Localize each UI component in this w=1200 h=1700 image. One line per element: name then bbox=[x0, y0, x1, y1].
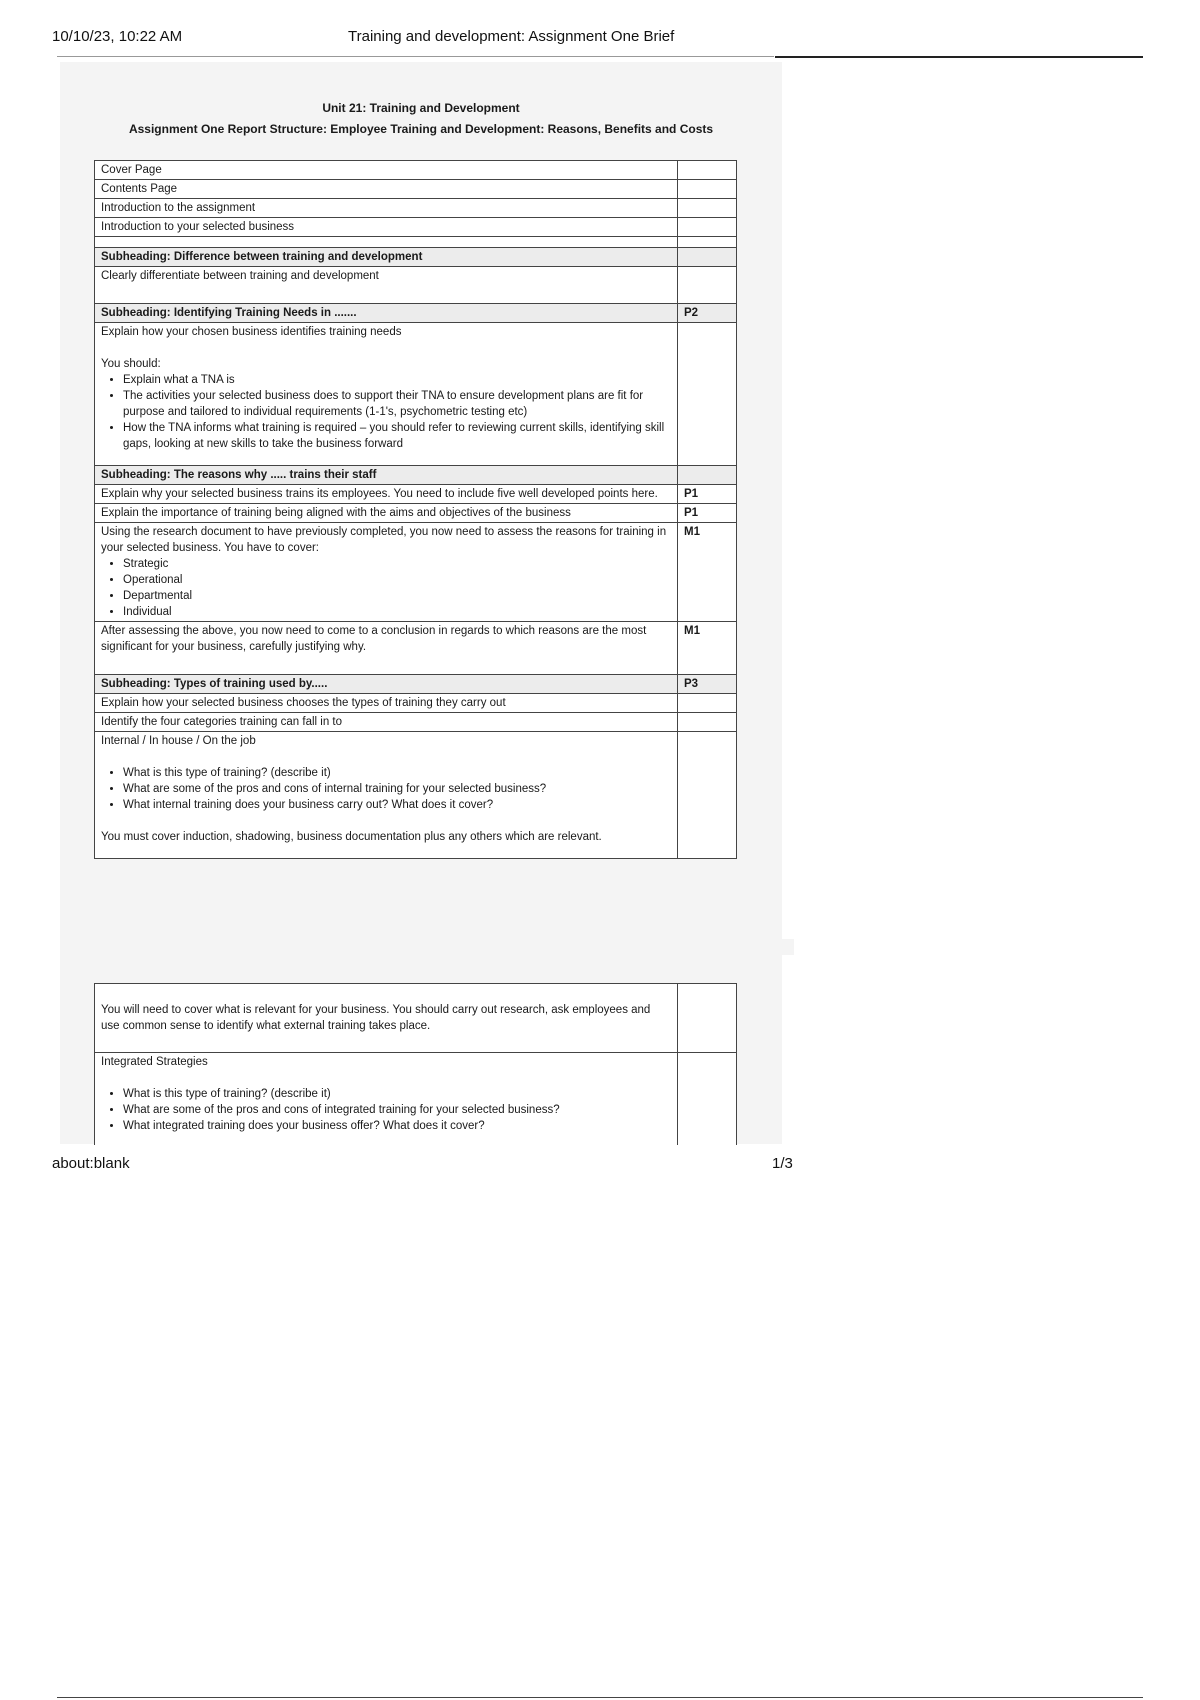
subheading-reasons: Subheading: The reasons why ..... trains their staff bbox=[95, 466, 678, 485]
subheading-difference: Subheading: Difference between training and development bbox=[95, 248, 678, 267]
tna-should: You should: bbox=[101, 358, 161, 370]
list-item: • What is this type of training? (describe it) bbox=[123, 1086, 671, 1102]
list-item: • What integrated training does your business offer? What does it cover? bbox=[123, 1118, 671, 1134]
table-row bbox=[95, 523, 737, 622]
table-row bbox=[95, 732, 737, 859]
print-date: 10/10/23, 10:22 AM bbox=[52, 28, 183, 45]
table-row bbox=[95, 675, 737, 694]
mark-m1: M1 bbox=[678, 523, 737, 622]
row-aims-text: Explain the importance of training being aligned with the aims and objectives of the business bbox=[95, 504, 678, 523]
spacer-row bbox=[95, 237, 737, 248]
row-intro-business: Introduction to your selected business bbox=[95, 218, 678, 237]
page-cut bbox=[94, 939, 794, 955]
table-row bbox=[95, 1053, 737, 1156]
internal-title: Internal / In house / On the job bbox=[101, 735, 256, 747]
row-intro-assignment: Introduction to the assignment bbox=[95, 199, 678, 218]
integrated-title: Integrated Strategies bbox=[101, 1056, 208, 1068]
table-row bbox=[95, 323, 737, 466]
footer-page-number: 1/3 bbox=[772, 1155, 793, 1172]
list-item: • The activities your selected business does to support their TNA to ensure development plans are fit for purpose and tailored to individual requirements (1-1's, psychometric testing etc) bbox=[123, 388, 671, 420]
subheading-tna: Subheading: Identifying Training Needs in ....... bbox=[95, 304, 678, 323]
assess-text: Using the research document to have previously completed, you now need to assess the reasons for training in your selected business. You have to cover: bbox=[101, 526, 667, 554]
report-structure-table bbox=[94, 160, 737, 859]
row-reasons-text: Explain why your selected business trains its employees. You need to include five well developed points here. bbox=[95, 485, 678, 504]
list-item: • Explain what a TNA is bbox=[123, 372, 671, 388]
mark-p2: P2 bbox=[678, 304, 737, 323]
row-cover: Cover Page bbox=[95, 161, 678, 180]
unit-title: Unit 21: Training and Development bbox=[322, 101, 520, 115]
internal-bullet-list bbox=[101, 765, 671, 813]
list-item: • Individual bbox=[123, 604, 671, 620]
subheading-types: Subheading: Types of training used by..... bbox=[95, 675, 678, 694]
row-assess bbox=[95, 523, 678, 622]
table-row bbox=[95, 504, 737, 523]
assess-bullet-list bbox=[101, 556, 671, 620]
table-row bbox=[95, 248, 737, 267]
list-item: • What internal training does your business carry out? What does it cover? bbox=[123, 797, 671, 813]
page-cut bbox=[94, 1145, 794, 1185]
table-row bbox=[95, 180, 737, 199]
row-tna-detail bbox=[95, 323, 678, 466]
mark-p1: P1 bbox=[678, 485, 737, 504]
row-integrated bbox=[95, 1053, 678, 1156]
list-item: • Strategic bbox=[123, 556, 671, 572]
table-row bbox=[95, 267, 737, 304]
table-row bbox=[95, 218, 737, 237]
table-row bbox=[95, 694, 737, 713]
table-row bbox=[95, 304, 737, 323]
list-item: • Departmental bbox=[123, 588, 671, 604]
mark-p1: P1 bbox=[678, 504, 737, 523]
table-row bbox=[95, 984, 737, 1053]
row-four-text: Identify the four categories training can fall in to bbox=[95, 713, 678, 732]
table-row bbox=[95, 466, 737, 485]
row-difference-text: Clearly differentiate between training and development bbox=[95, 267, 678, 304]
table-row bbox=[95, 713, 737, 732]
table-row bbox=[95, 161, 737, 180]
integrated-bullet-list bbox=[101, 1086, 671, 1134]
row-internal bbox=[95, 732, 678, 859]
row-contents: Contents Page bbox=[95, 180, 678, 199]
mark-m1: M1 bbox=[678, 622, 737, 675]
header-divider-left bbox=[57, 56, 774, 57]
mark-p3: P3 bbox=[678, 675, 737, 694]
report-structure-table-continued bbox=[94, 983, 737, 1156]
assignment-title: Assignment One Report Structure: Employee Training and Development: Reasons, Benefits and Costs bbox=[128, 122, 714, 136]
table-row bbox=[95, 485, 737, 504]
table-row bbox=[95, 622, 737, 675]
tna-bullet-list bbox=[101, 372, 671, 452]
row-external-need: You will need to cover what is relevant for your business. You should carry out research, ask employees and use common sense to identify what external training takes place. bbox=[95, 984, 678, 1053]
list-item: • What is this type of training? (describe it) bbox=[123, 765, 671, 781]
list-item: • What are some of the pros and cons of internal training for your selected business? bbox=[123, 781, 671, 797]
tna-intro: Explain how your chosen business identifies training needs bbox=[101, 326, 402, 338]
footer-url: about:blank bbox=[52, 1155, 130, 1172]
list-item: • How the TNA informs what training is required – you should refer to reviewing current skills, identifying skill gaps, looking at new skills to take the business forward bbox=[123, 420, 671, 452]
header-divider-right bbox=[775, 56, 1143, 58]
list-item: • Operational bbox=[123, 572, 671, 588]
document-image bbox=[60, 62, 782, 1144]
row-conclude-text: After assessing the above, you now need to come to a conclusion in regards to which reasons are the most significant for your business, carefully justifying why. bbox=[95, 622, 678, 675]
row-choose-text: Explain how your selected business chooses the types of training they carry out bbox=[95, 694, 678, 713]
list-item: • What are some of the pros and cons of integrated training for your selected business? bbox=[123, 1102, 671, 1118]
internal-must: You must cover induction, shadowing, business documentation plus any others which are relevant. bbox=[101, 831, 602, 843]
table-row bbox=[95, 199, 737, 218]
bottom-divider bbox=[57, 1697, 1143, 1698]
print-title: Training and development: Assignment One Brief bbox=[348, 28, 675, 45]
